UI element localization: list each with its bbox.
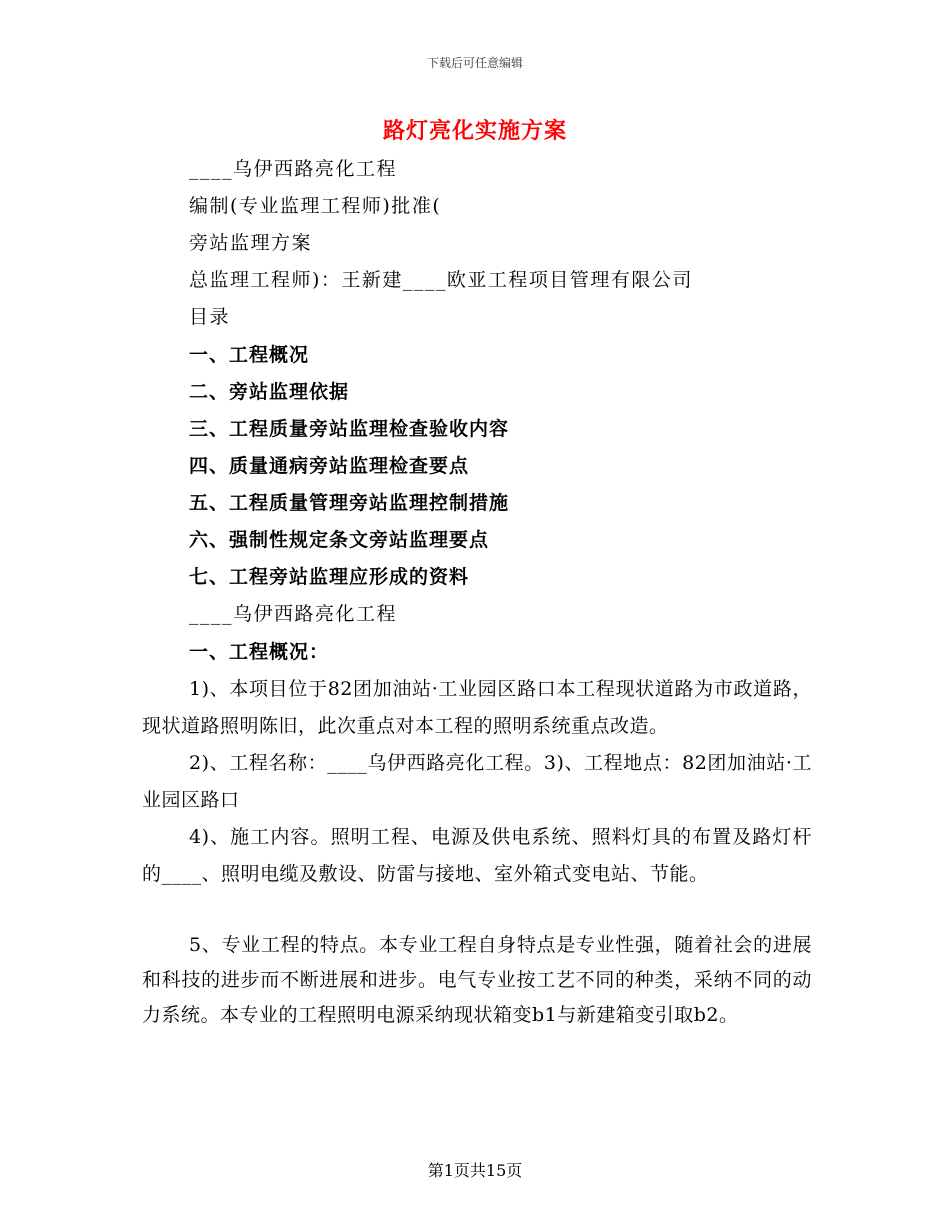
paragraph-scope: 4)、施工内容。照明工程、电源及供电系统、照料灯具的布置及路灯杆的____、照明电缆及敷设、防雷与接地、室外箱式变电站、节能。 bbox=[142, 826, 812, 885]
toc-heading: 目录 bbox=[189, 306, 231, 328]
header-note: 下载后可任意编辑 bbox=[426, 56, 523, 70]
project-line: ____乌伊西路亮化工程 bbox=[189, 603, 398, 625]
compiler-line: 编制(专业监理工程师)批准( bbox=[189, 195, 442, 217]
toc-item: 四、质量通病旁站监理检查要点 bbox=[189, 455, 470, 477]
paragraph-location: 1)、本项目位于82团加油站·工业园区路口本工程现状道路为市政道路，现状道路照明陈旧，此次重点对本工程的照明系统重点改造。 bbox=[142, 678, 812, 737]
paragraph-name-site: 2)、工程名称：____乌伊西路亮化工程。3)、工程地点：82团加油站·工业园区路口 bbox=[142, 752, 812, 811]
page-footer: 第1页共15页 bbox=[427, 1161, 523, 1180]
toc-item: 六、强制性规定条文旁站监理要点 bbox=[189, 529, 490, 551]
toc-item: 一、工程概况 bbox=[189, 344, 310, 366]
toc-item: 七、工程旁站监理应形成的资料 bbox=[189, 566, 470, 588]
project-name-line: ____乌伊西路亮化工程 bbox=[189, 158, 398, 180]
plan-name-line: 旁站监理方案 bbox=[189, 232, 313, 254]
toc-item: 三、工程质量旁站监理检查验收内容 bbox=[189, 418, 510, 440]
toc-item: 二、旁站监理依据 bbox=[189, 381, 350, 403]
section-heading: 一、工程概况： bbox=[189, 641, 330, 663]
toc-item: 五、工程质量管理旁站监理控制措施 bbox=[189, 492, 510, 514]
paragraph-features: 5、专业工程的特点。本专业工程自身特点是专业性强，随着社会的进展和科技的进步而不断进展和进步。电气专业按工艺不同的种类，采纳不同的动力系统。本专业的工程照明电源采纳现状箱变b1与新建箱变引取b2。 bbox=[142, 934, 812, 1026]
document-title: 路灯亮化实施方案 bbox=[382, 118, 567, 144]
chief-engineer-line: 总监理工程师)：王新建____欧亚工程项目管理有限公司 bbox=[189, 269, 693, 291]
